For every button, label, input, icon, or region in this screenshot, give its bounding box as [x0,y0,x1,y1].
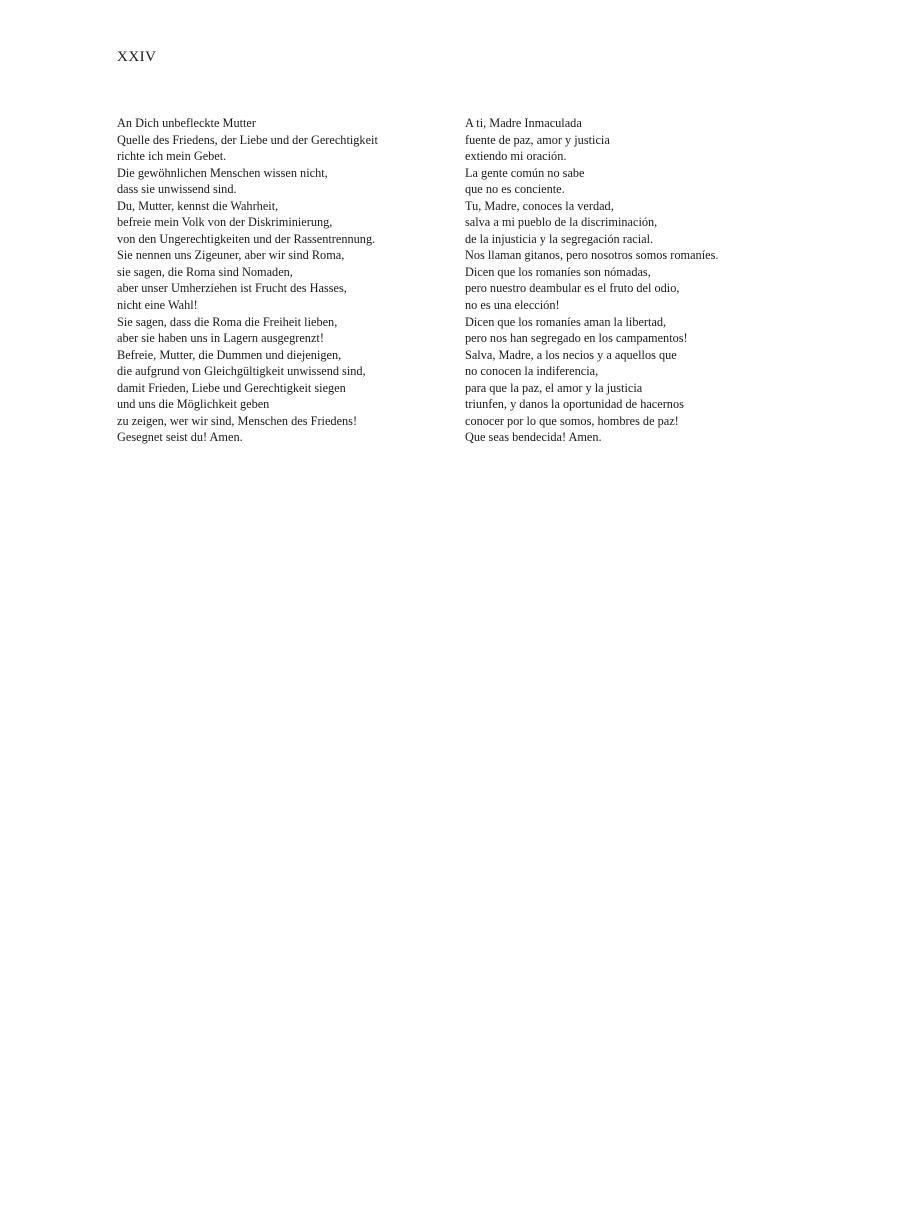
german-line: Du, Mutter, kennst die Wahrheit, [117,198,279,213]
german-line: von den Ungerechtigkeiten und der Rassentrennung. [117,231,376,246]
german-line: Quelle des Friedens, der Liebe und der Gerechtigkeit [117,132,378,147]
spanish-line: pero nos han segregado en los campamentos! [465,331,688,346]
spanish-line: Dicen que los romaníes son nómadas, [465,264,651,279]
spanish-line: que no es conciente. [465,182,565,197]
german-line: Die gewöhnlichen Menschen wissen nicht, [117,165,328,180]
spanish-line: La gente común no sabe [465,165,585,180]
spanish-line: salva a mi pueblo de la discriminación, [465,215,658,230]
german-line: befreie mein Volk von der Diskriminierung, [117,215,333,230]
german-line: Gesegnet seist du! Amen. [117,430,243,445]
spanish-line: Nos llaman gitanos, pero nosotros somos romaníes. [465,248,719,263]
german-line: sie sagen, die Roma sind Nomaden, [117,264,293,279]
spanish-line: Tu, Madre, conoces la verdad, [465,198,614,213]
spanish-line: fuente de paz, amor y justicia [465,132,610,147]
spanish-line: Dicen que los romaníes aman la libertad, [465,314,667,329]
german-line: damit Frieden, Liebe und Gerechtigkeit siegen [117,380,346,395]
german-line: richte ich mein Gebet. [117,149,227,164]
german-line: zu zeigen, wer wir sind, Menschen des Friedens! [117,413,358,428]
german-line: Befreie, Mutter, die Dummen und diejenigen, [117,347,342,362]
german-line: An Dich unbefleckte Mutter [117,116,256,130]
german-prayer-column [117,115,437,446]
spanish-line: Que seas bendecida! Amen. [465,430,602,445]
spanish-line: pero nuestro deambular es el fruto del odio, [465,281,680,296]
german-line: und uns die Möglichkeit geben [117,397,270,412]
spanish-line: para que la paz, el amor y la justicia [465,380,643,395]
spanish-line: A ti, Madre Inmaculada [465,116,582,130]
page-number: XXIV [117,49,157,65]
spanish-line: de la injusticia y la segregación racial. [465,231,654,246]
spanish-line: triunfen, y danos la oportunidad de hacernos [465,397,684,412]
german-line: nicht eine Wahl! [117,298,198,313]
german-line: aber sie haben uns in Lagern ausgegrenzt! [117,331,324,346]
german-line: Sie nennen uns Zigeuner, aber wir sind Roma, [117,248,345,263]
spanish-line: no conocen la indiferencia, [465,364,599,379]
spanish-line: extiendo mi oración. [465,149,567,164]
german-line: dass sie unwissend sind. [117,182,237,197]
spanish-line: conocer por lo que somos, hombres de paz! [465,413,679,428]
spanish-prayer-column [465,115,785,446]
spanish-line: Salva, Madre, a los necios y a aquellos que [465,347,677,362]
german-line: aber unser Umherziehen ist Frucht des Hasses, [117,281,347,296]
spanish-line: no es una elección! [465,298,560,313]
german-line: die aufgrund von Gleichgültigkeit unwissend sind, [117,364,366,379]
german-line: Sie sagen, dass die Roma die Freiheit lieben, [117,314,338,329]
